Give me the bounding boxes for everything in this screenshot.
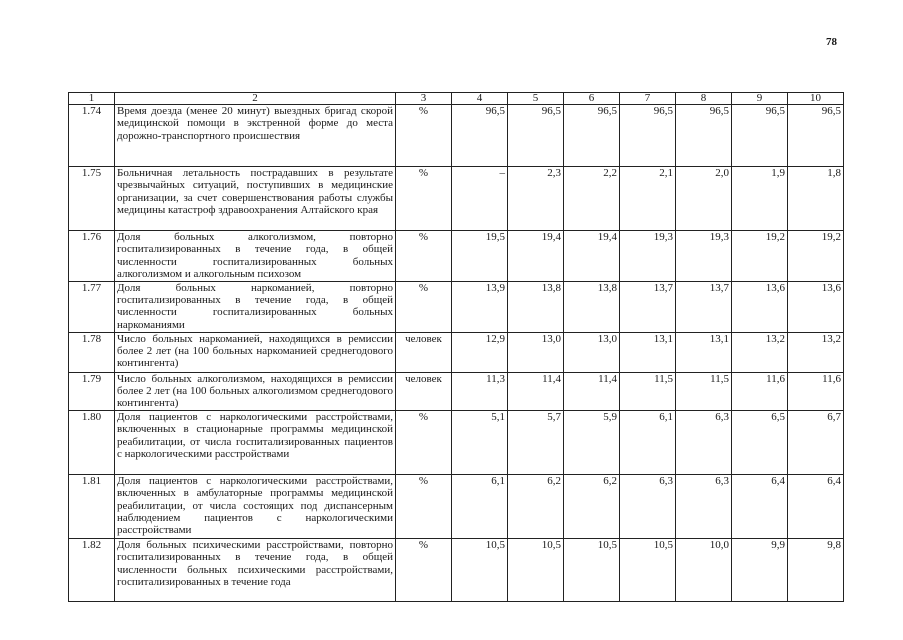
unit-cell: % <box>396 538 452 601</box>
unit-cell: % <box>396 474 452 538</box>
header-cell: 7 <box>620 93 676 105</box>
value-cell: 96,5 <box>564 105 620 167</box>
value-cell: 2,2 <box>564 167 620 231</box>
unit-cell: % <box>396 105 452 167</box>
row-number: 1.77 <box>69 281 115 332</box>
row-number: 1.75 <box>69 167 115 231</box>
value-cell: 13,7 <box>620 281 676 332</box>
value-cell: 13,7 <box>676 281 732 332</box>
header-cell: 8 <box>676 93 732 105</box>
value-cell: 11,5 <box>620 372 676 410</box>
value-cell: 10,0 <box>676 538 732 601</box>
table-row <box>69 410 844 474</box>
row-number: 1.81 <box>69 474 115 538</box>
value-cell: 19,4 <box>564 231 620 282</box>
table-row <box>69 474 844 538</box>
table-row <box>69 105 844 167</box>
value-cell: 11,5 <box>676 372 732 410</box>
value-cell: 13,8 <box>564 281 620 332</box>
row-number: 1.74 <box>69 105 115 167</box>
value-cell: 11,4 <box>564 372 620 410</box>
value-cell: 6,1 <box>452 474 508 538</box>
value-cell: 13,1 <box>620 332 676 372</box>
value-cell: 2,0 <box>676 167 732 231</box>
row-number: 1.79 <box>69 372 115 410</box>
value-cell: 11,6 <box>732 372 788 410</box>
table-row <box>69 538 844 601</box>
row-number: 1.82 <box>69 538 115 601</box>
table-row <box>69 167 844 231</box>
value-cell: 10,5 <box>508 538 564 601</box>
table-row <box>69 231 844 282</box>
unit-cell: человек <box>396 332 452 372</box>
value-cell: 19,2 <box>732 231 788 282</box>
indicator-description: Доля больных алкоголизмом, повторно госпитализированных в течение года, в общей численности госпитализированных больных алкоголизмом и алкогольным психозом <box>115 231 396 282</box>
value-cell: 1,8 <box>788 167 844 231</box>
indicator-description: Доля пациентов с наркологическими расстройствами, включенных в стационарные программы медицинской реабилитации, от числа госпитализированных пациентов с наркологическими расстройствами <box>115 410 396 474</box>
value-cell: 19,3 <box>620 231 676 282</box>
value-cell: 6,2 <box>508 474 564 538</box>
value-cell: 96,5 <box>620 105 676 167</box>
value-cell: 2,1 <box>620 167 676 231</box>
value-cell: 6,2 <box>564 474 620 538</box>
table-row <box>69 332 844 372</box>
value-cell: 19,5 <box>452 231 508 282</box>
value-cell: 19,4 <box>508 231 564 282</box>
value-cell: 6,7 <box>788 410 844 474</box>
indicator-description: Доля больных наркоманией, повторно госпитализированных в течение года, в общей численности госпитализированных больных наркоманиями <box>115 281 396 332</box>
value-cell: 13,8 <box>508 281 564 332</box>
header-cell: 4 <box>452 93 508 105</box>
table-header-row <box>69 93 844 105</box>
indicator-description: Больничная летальность пострадавших в результате чрезвычайных ситуаций, поступивших в медицинские организации, за счет совершенствования работы службы медицины катастроф здравоохранения Алтайского края <box>115 167 396 231</box>
value-cell: 11,6 <box>788 372 844 410</box>
row-number: 1.78 <box>69 332 115 372</box>
value-cell: 5,9 <box>564 410 620 474</box>
value-cell: 13,1 <box>676 332 732 372</box>
value-cell: 13,2 <box>732 332 788 372</box>
table-row <box>69 372 844 410</box>
value-cell: 6,4 <box>732 474 788 538</box>
value-cell: 11,3 <box>452 372 508 410</box>
value-cell: 2,3 <box>508 167 564 231</box>
header-cell: 3 <box>396 93 452 105</box>
indicator-description: Доля пациентов с наркологическими расстройствами, включенных в амбулаторные программы медицинской реабилитации, от числа состоящих под диспансерным наблюдением пациентов с наркологическими расстройствами <box>115 474 396 538</box>
value-cell: 13,0 <box>508 332 564 372</box>
row-number: 1.76 <box>69 231 115 282</box>
value-cell: 19,3 <box>676 231 732 282</box>
value-cell: 9,9 <box>732 538 788 601</box>
value-cell: 96,5 <box>788 105 844 167</box>
row-number: 1.80 <box>69 410 115 474</box>
value-cell: 13,9 <box>452 281 508 332</box>
header-cell: 2 <box>115 93 396 105</box>
unit-cell: % <box>396 167 452 231</box>
value-cell: 96,5 <box>732 105 788 167</box>
header-cell: 6 <box>564 93 620 105</box>
table-row <box>69 281 844 332</box>
value-cell: 12,9 <box>452 332 508 372</box>
header-cell: 10 <box>788 93 844 105</box>
value-cell: 5,1 <box>452 410 508 474</box>
page-number: 78 <box>826 36 837 48</box>
value-cell: 19,2 <box>788 231 844 282</box>
value-cell: 13,6 <box>788 281 844 332</box>
value-cell: 6,1 <box>620 410 676 474</box>
value-cell: – <box>452 167 508 231</box>
header-cell: 9 <box>732 93 788 105</box>
unit-cell: % <box>396 281 452 332</box>
value-cell: 96,5 <box>508 105 564 167</box>
value-cell: 5,7 <box>508 410 564 474</box>
table-body <box>69 105 844 602</box>
indicators-table <box>68 92 844 602</box>
value-cell: 11,4 <box>508 372 564 410</box>
indicator-description: Время доезда (менее 20 минут) выездных бригад скорой медицинской помощи в экстренной форме до места дорожно-транспортного происшествия <box>115 105 396 167</box>
header-cell: 1 <box>69 93 115 105</box>
value-cell: 10,5 <box>452 538 508 601</box>
unit-cell: % <box>396 410 452 474</box>
value-cell: 96,5 <box>452 105 508 167</box>
value-cell: 13,2 <box>788 332 844 372</box>
value-cell: 6,3 <box>676 410 732 474</box>
value-cell: 6,3 <box>676 474 732 538</box>
indicator-description: Число больных наркоманией, находящихся в ремиссии более 2 лет (на 100 больных наркоманией среднегодового контингента) <box>115 332 396 372</box>
value-cell: 6,5 <box>732 410 788 474</box>
unit-cell: человек <box>396 372 452 410</box>
indicator-description: Доля больных психическими расстройствами, повторно госпитализированных в течение года, в общей численности больных психическими расстройствами, госпитализированных в течение года <box>115 538 396 601</box>
value-cell: 13,6 <box>732 281 788 332</box>
unit-cell: % <box>396 231 452 282</box>
value-cell: 6,4 <box>788 474 844 538</box>
value-cell: 96,5 <box>676 105 732 167</box>
value-cell: 6,3 <box>620 474 676 538</box>
value-cell: 9,8 <box>788 538 844 601</box>
value-cell: 10,5 <box>620 538 676 601</box>
header-cell: 5 <box>508 93 564 105</box>
value-cell: 1,9 <box>732 167 788 231</box>
value-cell: 10,5 <box>564 538 620 601</box>
indicator-description: Число больных алкоголизмом, находящихся в ремиссии более 2 лет (на 100 больных алкоголизмом среднегодового контингента) <box>115 372 396 410</box>
value-cell: 13,0 <box>564 332 620 372</box>
